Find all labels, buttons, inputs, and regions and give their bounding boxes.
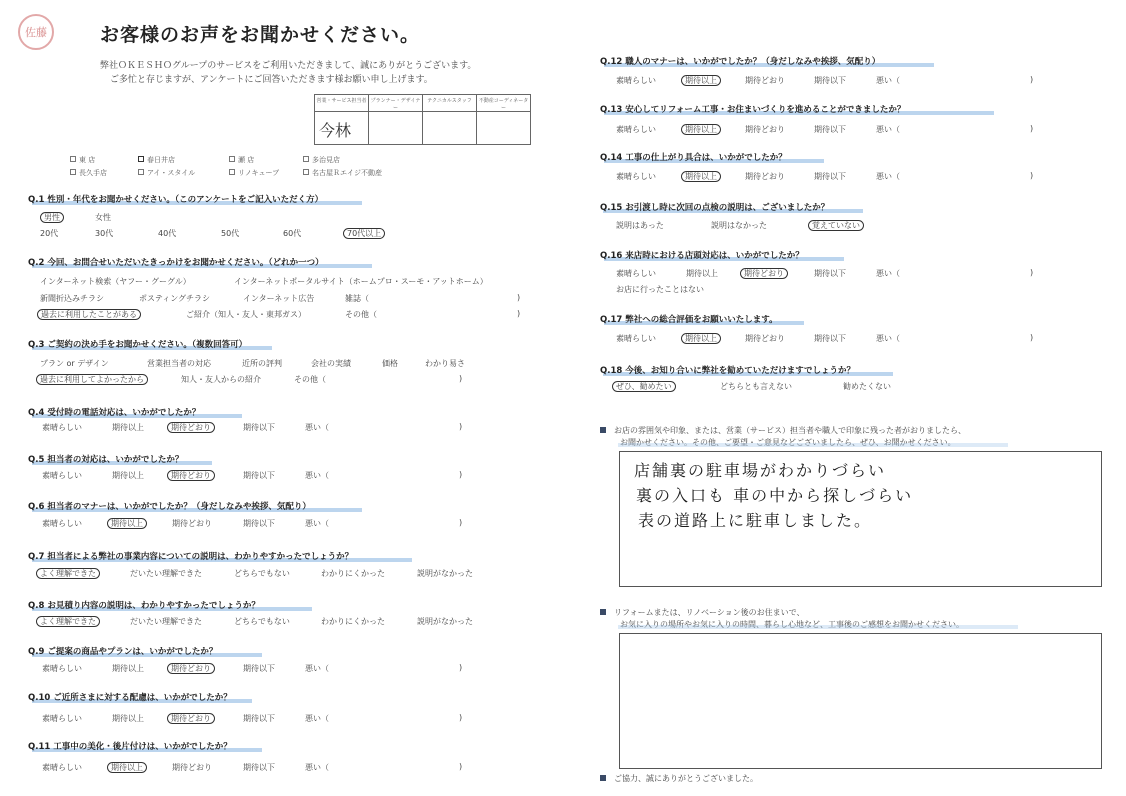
q18-label: Q.18 今後、お知り合いに弊社を勧めていただけますでしょうか？ <box>600 366 856 376</box>
q2-option[interactable]: 雑誌（ <box>345 294 369 303</box>
q14-option[interactable]: 期待以下 <box>814 172 846 181</box>
q8-label: Q.8 お見積り内容の説明は、わかりやすかったでしょうか？ <box>28 601 260 611</box>
q5-option-selected[interactable]: 期待どおり <box>167 470 215 481</box>
store-option[interactable]: 名古屋Ｒエイジ不動産 <box>303 168 382 178</box>
q4-option[interactable]: 素晴らしい <box>42 423 82 432</box>
q10-paren: ) <box>459 713 463 722</box>
q17-option[interactable]: 期待どおり <box>745 334 785 343</box>
comment2-prompt: リフォームまたは、リノベーション後のお住まいで、 <box>600 607 804 618</box>
q17-option[interactable]: 素晴らしい <box>616 334 656 343</box>
q11-option[interactable]: 素晴らしい <box>42 763 82 772</box>
q13-option[interactable]: 素晴らしい <box>616 125 656 134</box>
q16-option[interactable]: 素晴らしい <box>616 269 656 278</box>
q2-option[interactable]: インターネットポータルサイト（ホームプロ・スーモ・アットホーム） <box>234 277 488 286</box>
q18-option-selected[interactable]: ぜひ、勧めたい <box>612 381 676 392</box>
q15-option[interactable]: 説明はあった <box>616 221 664 230</box>
q10-option[interactable]: 期待以下 <box>243 714 275 723</box>
store-option-checked[interactable]: 春日井店 <box>138 155 175 165</box>
q14-option-selected[interactable]: 期待以上 <box>681 171 721 182</box>
comment2-prompt-2: お気に入りの場所やお気に入りの時間、暮らし心地など、工事後のご感想をお聞かせください。 <box>620 620 964 629</box>
q1-age-option-selected[interactable]: 70代以上 <box>343 228 385 239</box>
q3-option[interactable]: プラン or デザイン <box>40 359 109 368</box>
comment1-prompt-2: お聞かせください。その他、ご要望・ご意見などございましたら、ぜひ、お聞かせください。 <box>620 438 956 447</box>
q2-option[interactable]: ポスティングチラシ <box>139 294 211 303</box>
q14-option[interactable]: 悪い（ <box>876 172 900 181</box>
q3-option[interactable]: 営業担当者の対応 <box>147 359 211 368</box>
q2-paren: ) <box>517 309 521 318</box>
q5-option[interactable]: 期待以上 <box>112 471 144 480</box>
q10-option[interactable]: 素晴らしい <box>42 714 82 723</box>
q9-option[interactable]: 悪い（ <box>305 664 329 673</box>
q5-paren: ) <box>459 470 463 479</box>
comment1-textarea[interactable] <box>619 451 1102 587</box>
q4-label: Q.4 受付時の電話対応は、いかがでしたか？ <box>28 408 201 418</box>
q6-paren: ) <box>459 518 463 527</box>
q6-option[interactable]: 期待どおり <box>172 519 212 528</box>
q16-option[interactable]: 期待以下 <box>814 269 846 278</box>
q6-option-selected[interactable]: 期待以上 <box>107 518 147 529</box>
q2-label: Q.2 今回、お問合せいただいたきっかけをお聞かせください。（どれか一つ） <box>28 258 324 268</box>
q17-paren: ) <box>1030 333 1034 342</box>
staff-header: 営業・サービス担当者 <box>315 95 369 112</box>
q12-paren: ) <box>1030 75 1034 84</box>
q2-option[interactable]: インターネット広告 <box>243 294 315 303</box>
q7-option[interactable]: 説明がなかった <box>417 569 473 578</box>
q6-option[interactable]: 素晴らしい <box>42 519 82 528</box>
q8-option-selected[interactable]: よく理解できた <box>36 616 100 627</box>
store-option[interactable]: 瀬 店 <box>229 155 254 165</box>
q9-option[interactable]: 期待以上 <box>112 664 144 673</box>
staff-header: テクニカルスタッフ <box>423 95 477 112</box>
q1-age-option[interactable]: 20代 <box>40 229 59 238</box>
q11-option-selected[interactable]: 期待以上 <box>107 762 147 773</box>
comment1-line: 店舗裏の駐車場がわかりづらい <box>634 461 887 480</box>
q6-label: Q.6 担当者のマナーは、いかがでしたか？（身だしなみや挨拶、気配り） <box>28 502 311 512</box>
staff-header: プランナー・デザイナー <box>369 95 423 112</box>
q16-option[interactable]: 期待以上 <box>686 269 718 278</box>
q3-option[interactable]: 知人・友人からの紹介 <box>181 375 261 384</box>
q3-option[interactable]: わかり易さ <box>425 359 465 368</box>
q4-paren: ) <box>459 422 463 431</box>
staff-planner-value[interactable] <box>369 112 423 145</box>
q9-option[interactable]: 素晴らしい <box>42 664 82 673</box>
q14-option[interactable]: 素晴らしい <box>616 172 656 181</box>
q6-option[interactable]: 悪い（ <box>305 519 329 528</box>
staff-estate-value[interactable] <box>477 112 531 145</box>
store-option[interactable]: リノキューブ <box>229 168 279 178</box>
thanks-note: ご協力、誠にありがとうございました。 <box>600 773 758 784</box>
q17-label: Q.17 弊社への総合評価をお願いいたします。 <box>600 315 778 325</box>
q5-option[interactable]: 期待以下 <box>243 471 275 480</box>
store-option[interactable]: 東 店 <box>70 155 95 165</box>
q16-paren: ) <box>1030 268 1034 277</box>
q12-option[interactable]: 悪い（ <box>876 76 900 85</box>
q13-paren: ) <box>1030 124 1034 133</box>
q5-option[interactable]: 素晴らしい <box>42 471 82 480</box>
q2-option[interactable]: 新聞折込みチラシ <box>40 294 104 303</box>
q9-option[interactable]: 期待以下 <box>243 664 275 673</box>
q7-option[interactable]: だいたい理解できた <box>130 569 202 578</box>
q8-option[interactable]: わかりにくかった <box>321 617 385 626</box>
q9-label: Q.9 ご提案の商品やプランは、いかがでしたか？ <box>28 647 218 657</box>
q1-label: Q.1 性別・年代をお聞かせください。（このアンケートをご記入いただく方） <box>28 195 324 205</box>
store-option[interactable]: 長久手店 <box>70 168 107 178</box>
q8-option[interactable]: だいたい理解できた <box>130 617 202 626</box>
q7-option-selected[interactable]: よく理解できた <box>36 568 100 579</box>
q16-option[interactable]: 悪い（ <box>876 269 900 278</box>
q15-option[interactable]: 説明はなかった <box>711 221 767 230</box>
q2-option[interactable]: その他（ <box>345 310 377 319</box>
q7-label: Q.7 担当者による弊社の事業内容についての説明は、わかりやすかったでしょうか？ <box>28 552 354 562</box>
q11-option[interactable]: 期待以下 <box>243 763 275 772</box>
q3-option[interactable]: 価格 <box>382 359 398 368</box>
q16-label: Q.16 来店時における店頭対応は、いかがでしたか？ <box>600 251 804 261</box>
q4-option[interactable]: 期待以上 <box>112 423 144 432</box>
store-option[interactable]: アイ・スタイル <box>138 168 195 178</box>
q11-label: Q.11 工事中の美化・後片付けは、いかがでしたか？ <box>28 742 232 752</box>
q4-option[interactable]: 期待以下 <box>243 423 275 432</box>
q4-option[interactable]: 悪い（ <box>305 423 329 432</box>
q2-option[interactable]: ご紹介（知人・友人・東邦ガス） <box>186 310 306 319</box>
q18-option[interactable]: どちらとも言えない <box>720 382 792 391</box>
q1-male-option[interactable]: 男性 <box>40 212 64 223</box>
q11-option[interactable]: 悪い（ <box>305 763 329 772</box>
q1-age-option[interactable]: 30代 <box>95 229 114 238</box>
q12-option[interactable]: 素晴らしい <box>616 76 656 85</box>
q1-age-option[interactable]: 40代 <box>158 229 177 238</box>
staff-table <box>314 94 531 145</box>
q12-option-selected[interactable]: 期待以上 <box>681 75 721 86</box>
q8-option[interactable]: 説明がなかった <box>417 617 473 626</box>
comment1-line: 裏の入口も 車の中から探しづらい <box>636 486 914 505</box>
q2-option-selected[interactable]: 過去に利用したことがある <box>37 309 141 320</box>
q12-option[interactable]: 期待どおり <box>745 76 785 85</box>
q12-label: Q.12 職人のマナーは、いかがでしたか？（身だしなみや挨拶、気配り） <box>600 57 881 67</box>
q13-option-selected[interactable]: 期待以上 <box>681 124 721 135</box>
staff-tech-value[interactable] <box>423 112 477 145</box>
page-title: お客様のお声をお聞かせください。 <box>100 24 421 46</box>
q3-option[interactable]: 会社の実績 <box>311 359 351 368</box>
q18-option[interactable]: 勧めたくない <box>843 382 891 391</box>
staff-sales-value[interactable]: 今林 <box>315 112 369 145</box>
intro-line-2: ご多忙と存じますが、アンケートにご回答いただきます様お願い申し上げます。 <box>110 75 433 85</box>
q17-option-selected[interactable]: 期待以上 <box>681 333 721 344</box>
q11-option[interactable]: 期待どおり <box>172 763 212 772</box>
q9-option-selected[interactable]: 期待どおり <box>167 663 215 674</box>
store-option[interactable]: 多治見店 <box>303 155 340 165</box>
q3-option[interactable]: その他（ <box>294 375 326 384</box>
q2-option[interactable]: インターネット検索（ヤフー・グーグル） <box>40 277 191 286</box>
q10-option[interactable]: 悪い（ <box>305 714 329 723</box>
q2-paren: ) <box>517 293 521 302</box>
q10-option[interactable]: 期待以上 <box>112 714 144 723</box>
staff-header: 不動産コーディネーター <box>477 95 531 112</box>
q5-label: Q.5 担当者の対応は、いかがでしたか？ <box>28 455 184 465</box>
q13-option[interactable]: 期待以下 <box>814 125 846 134</box>
q11-paren: ) <box>459 762 463 771</box>
q14-paren: ) <box>1030 171 1034 180</box>
q7-option[interactable]: わかりにくかった <box>321 569 385 578</box>
q3-label: Q.3 ご契約の決め手をお聞かせください。（複数回答可） <box>28 340 248 350</box>
q16-option-selected[interactable]: 期待どおり <box>740 268 788 279</box>
q1-age-option[interactable]: 60代 <box>283 229 302 238</box>
comment1-line: 表の道路上に駐車しました。 <box>638 511 873 530</box>
q16-extra-option[interactable]: お店に行ったことはない <box>616 285 704 294</box>
q4-option-selected[interactable]: 期待どおり <box>167 422 215 433</box>
q7-option[interactable]: どちらでもない <box>234 569 290 578</box>
q3-option[interactable]: 近所の評判 <box>242 359 282 368</box>
q12-option[interactable]: 期待以下 <box>814 76 846 85</box>
q8-option[interactable]: どちらでもない <box>234 617 290 626</box>
comment2-textarea[interactable] <box>619 633 1102 769</box>
q10-option-selected[interactable]: 期待どおり <box>167 713 215 724</box>
q15-label: Q.15 お引渡し時に次回の点検の説明は、ございましたか？ <box>600 203 830 213</box>
q1-female-option[interactable]: 女性 <box>95 213 111 222</box>
seal-stamp: 佐藤 <box>18 14 54 50</box>
q14-option[interactable]: 期待どおり <box>745 172 785 181</box>
q13-option[interactable]: 悪い（ <box>876 125 900 134</box>
q1-age-option[interactable]: 50代 <box>221 229 240 238</box>
q15-option-selected[interactable]: 覚えていない <box>808 220 864 231</box>
q5-option[interactable]: 悪い（ <box>305 471 329 480</box>
intro-line-1: 弊社ＯＫＥＳＨＯグループのサービスをご利用いただきまして、誠にありがとうございます。 <box>100 61 477 71</box>
comment1-prompt: お店の雰囲気や印象、または、営業（サービス）担当者や職人で印象に残った者がおりましたら、 <box>600 425 966 436</box>
q6-option[interactable]: 期待以下 <box>243 519 275 528</box>
q9-paren: ) <box>459 663 463 672</box>
q13-option[interactable]: 期待どおり <box>745 125 785 134</box>
q17-option[interactable]: 期待以下 <box>814 334 846 343</box>
q14-label: Q.14 工事の仕上がり具合は、いかがでしたか？ <box>600 153 787 163</box>
q3-option-selected[interactable]: 過去に利用してよかったから <box>36 374 148 385</box>
q10-label: Q.10 ご近所さまに対する配慮は、いかがでしたか？ <box>28 693 232 703</box>
q13-label: Q.13 安心してリフォーム工事・お住まいづくりを進めることができましたか？ <box>600 105 906 115</box>
q3-paren: ) <box>459 374 463 383</box>
q17-option[interactable]: 悪い（ <box>876 334 900 343</box>
